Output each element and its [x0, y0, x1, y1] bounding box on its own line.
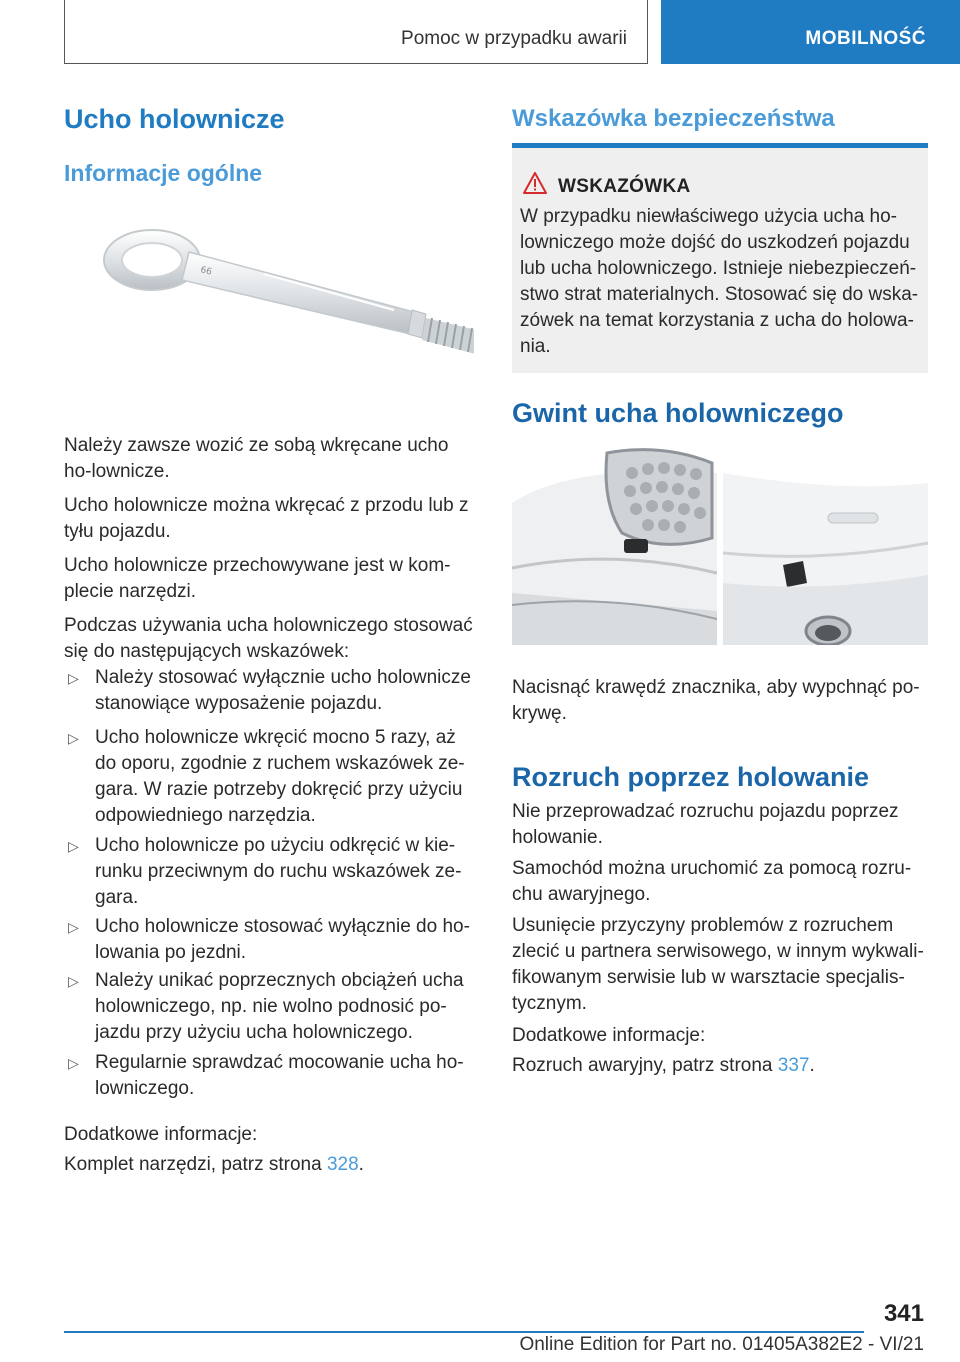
header-section-box	[64, 0, 648, 64]
paragraph-press-marker: Nacisnąć krawędź znacznika, aby wypchnąć po-krywę.	[512, 677, 920, 724]
section-title-safety: Wskazówka bezpieczeństwa	[512, 105, 835, 132]
page-link-337[interactable]: 337	[777, 1055, 810, 1076]
header-chapter-tab[interactable]	[661, 0, 960, 64]
paragraph-usage-intro: Podczas używania ucha holowniczego stosować się do następujących wskazówek:	[64, 615, 473, 662]
triangle-bullet-icon: ▷	[68, 838, 79, 854]
paragraph-jump-start: Samochód można uruchomić za pomocą rozru-chu awaryjnego.	[512, 858, 912, 905]
paragraph-front-rear: Ucho holownicze można wkręcać z przodu lub z tyłu pojazdu.	[64, 495, 469, 542]
triangle-bullet-icon: ▷	[68, 973, 79, 989]
photo-rear-bumper	[723, 443, 928, 645]
page-link-328[interactable]: 328	[326, 1154, 359, 1175]
towing-eye-illustration	[94, 222, 474, 382]
triangle-bullet-icon: ▷	[68, 730, 79, 746]
warning-label: WSKAZÓWKA	[558, 176, 691, 197]
page-number: 341	[883, 1300, 924, 1327]
svg-text:66: 66	[199, 265, 213, 278]
triangle-bullet-icon: ▷	[68, 670, 79, 686]
more-info-label-right: Dodatkowe informacje:	[512, 1025, 706, 1046]
triangle-bullet-icon: ▷	[68, 1055, 79, 1071]
footer-divider	[64, 1331, 864, 1333]
section-title-thread: Gwint ucha holowniczego	[512, 398, 844, 428]
header-section-title: Pomoc w przypadku awarii	[401, 28, 627, 49]
paragraph-service-partner: Usunięcie przyczyny problemów z rozruchem zlecić u partnera serwisowego, w innym wykwali-fikowanym serwisie lub w warsztacie specjalis-tycznym.	[512, 915, 924, 1014]
reference-jump-start: Rozruch awaryjny, patrz strona 337.	[512, 1055, 815, 1076]
warning-box	[512, 143, 928, 373]
section-title-towing-eye: Ucho holownicze	[64, 104, 285, 134]
warning-triangle-icon	[523, 172, 547, 194]
photo-front-bumper	[512, 443, 717, 645]
header-chapter-label: MOBILNOŚĆ	[805, 28, 926, 49]
more-info-label: Dodatkowe informacje:	[64, 1124, 258, 1145]
reference-tool-kit: Komplet narzędzi, patrz strona 328.	[64, 1154, 364, 1175]
paragraph-no-tow-start: Nie przeprowadzać rozruchu pojazdu poprzez holowanie.	[512, 801, 899, 848]
paragraph-carry-towing-eye: Należy zawsze wozić ze sobą wkręcane ucho ho-lownicze.	[64, 435, 449, 482]
section-title-tow-start: Rozruch poprzez holowanie	[512, 762, 870, 792]
triangle-bullet-icon: ▷	[68, 919, 79, 935]
footer-edition: Online Edition for Part no. 01405A382E2 - VI/21	[519, 1334, 924, 1355]
paragraph-storage: Ucho holownicze przechowywane jest w kom-plecie narzędzi.	[64, 555, 451, 602]
warning-text: W przypadku niewłaściwego użycia ucha ho-lowniczego może dojść do uszkodzeń pojazdu lub ucha holowniczego. Istnieje niebezpieczeń-stwo strat materialnych. Stosować się do wska-zówek na temat korzystania z ucha do holowa-nia.	[520, 206, 919, 357]
subsection-title-general: Informacje ogólne	[64, 160, 263, 186]
